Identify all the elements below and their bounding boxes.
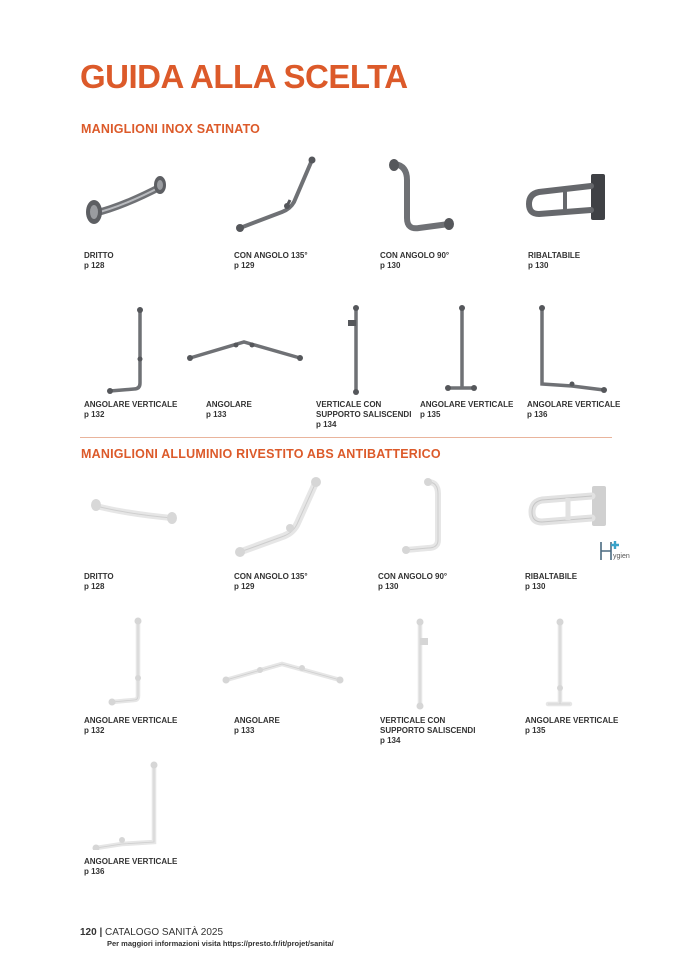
product-page: p 129 — [234, 582, 255, 591]
product-page: p 134 — [316, 420, 337, 429]
page-title: GUIDA ALLA SCELTA — [80, 58, 408, 95]
caption-abs-6 — [234, 716, 280, 736]
grab-bar-straight-icon — [82, 172, 182, 230]
product-name: CON ANGOLO 135° — [234, 572, 308, 581]
footer-page — [80, 927, 223, 938]
grab-bar-l-corner-icon — [92, 760, 164, 850]
caption-abs-2 — [234, 572, 308, 592]
caption-abs-3 — [378, 572, 447, 592]
hygien-logo-text: ygien — [613, 553, 630, 560]
grab-bar-vertical-slider-icon — [344, 304, 368, 396]
caption-inox-2 — [234, 251, 308, 271]
product-name: ANGOLARE — [234, 716, 280, 725]
caption-abs-5 — [84, 716, 177, 736]
footer-note: Per maggiori informazioni visita https://presto.fr/it/projet/sanita/ — [107, 939, 334, 948]
product-name: ANGOLARE VERTICALE — [84, 400, 178, 409]
hygien-logo-icon — [598, 538, 642, 564]
caption-abs-1 — [84, 572, 114, 592]
grab-bar-135-icon — [232, 154, 322, 236]
product-name: RIBALTABILE — [525, 572, 578, 581]
grab-bar-90-icon — [385, 156, 465, 240]
product-name: DRITTO — [84, 572, 114, 581]
product-name: ANGOLARE VERTICALE — [84, 857, 178, 866]
product-name: ANGOLARE VERTICALE — [420, 400, 514, 409]
grab-bar-t-vertical-icon — [444, 304, 478, 394]
grab-bar-corner-icon — [186, 336, 306, 366]
section-divider — [80, 437, 612, 438]
caption-inox-3 — [380, 251, 449, 271]
product-page: p 130 — [525, 582, 546, 591]
caption-abs-9 — [84, 857, 177, 877]
product-name: ANGOLARE — [206, 400, 252, 409]
caption-inox-8 — [420, 400, 513, 420]
caption-inox-1 — [84, 251, 114, 271]
product-page: p 133 — [206, 410, 227, 419]
product-name: ANGOLARE VERTICALE — [84, 716, 178, 725]
product-name: ANGOLARE VERTICALE — [525, 716, 619, 725]
product-name: VERTICALE CON SUPPORTO SALISCENDI — [380, 716, 476, 735]
product-page: p 135 — [525, 726, 546, 735]
fold-up-bar-icon — [525, 170, 615, 226]
grab-bar-90-icon — [398, 476, 450, 558]
grab-bar-135-icon — [232, 474, 328, 562]
grab-bar-corner-icon — [222, 656, 346, 686]
caption-inox-5 — [84, 400, 177, 420]
grab-bar-l-corner-icon — [536, 304, 608, 396]
fold-up-bar-icon — [528, 484, 612, 536]
grab-bar-l-vertical-icon — [108, 616, 148, 706]
product-page: p 130 — [378, 582, 399, 591]
product-name: VERTICALE CON SUPPORTO SALISCENDI — [316, 400, 412, 419]
section-title-abs: MANIGLIONI ALLUMINIO RIVESTITO ABS ANTIBATTERICO — [81, 447, 441, 461]
product-page: p 133 — [234, 726, 255, 735]
product-name: CON ANGOLO 90° — [380, 251, 450, 260]
caption-abs-7 — [380, 716, 475, 746]
page-number: 120 | — [80, 927, 103, 938]
product-page: p 130 — [380, 261, 401, 270]
product-page: p 136 — [84, 867, 105, 876]
product-page: p 129 — [234, 261, 255, 270]
product-page: p 132 — [84, 726, 105, 735]
caption-abs-8 — [525, 716, 618, 736]
grab-bar-t-vertical-icon — [544, 618, 574, 710]
catalog-name: CATALOGO SANITÀ 2025 — [105, 927, 224, 938]
product-page: p 135 — [420, 410, 441, 419]
product-name: ANGOLARE VERTICALE — [527, 400, 621, 409]
caption-inox-9 — [527, 400, 620, 420]
product-name: DRITTO — [84, 251, 114, 260]
product-page: p 128 — [84, 261, 105, 270]
product-page: p 136 — [527, 410, 548, 419]
section-title-inox: MANIGLIONI INOX SATINATO — [81, 122, 261, 136]
product-name: RIBALTABILE — [528, 251, 581, 260]
caption-inox-6 — [206, 400, 252, 420]
product-page: p 132 — [84, 410, 105, 419]
grab-bar-vertical-slider-icon — [410, 618, 434, 710]
caption-inox-4 — [528, 251, 580, 271]
caption-inox-7 — [316, 400, 411, 430]
product-page: p 130 — [528, 261, 549, 270]
grab-bar-straight-icon — [88, 494, 180, 528]
grab-bar-l-vertical-icon — [104, 305, 154, 395]
product-page: p 134 — [380, 736, 401, 745]
product-page: p 128 — [84, 582, 105, 591]
caption-abs-4 — [525, 572, 577, 592]
product-name: CON ANGOLO 90° — [378, 572, 448, 581]
product-name: CON ANGOLO 135° — [234, 251, 308, 260]
